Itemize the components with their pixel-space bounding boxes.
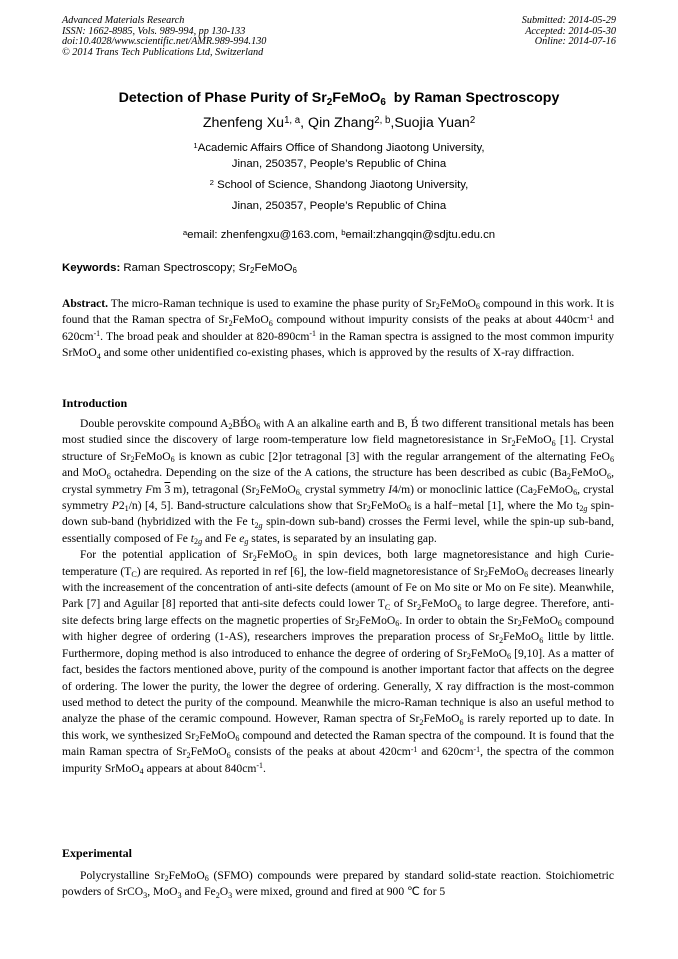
author-list: Zhenfeng Xu$^{1, a}$, Qin Zhang$^{2, b}$,Suojia Yuan$^2$ bbox=[202, 114, 476, 131]
author-emails: $^a$email: zhenfengxu@163.com, $^b$email:zhangqin@sdjtu.edu.cn bbox=[182, 227, 496, 241]
section-heading-experimental: Experimental bbox=[62, 846, 132, 860]
journal-doi: doi:10.4028/www.scientific.net/AMR.989-994.130 bbox=[62, 36, 267, 48]
affiliation-2: $^2$ School of Science, Shandong Jiaotong University, bbox=[209, 177, 469, 191]
paper-title: Detection of Phase Purity of $Sr_2FeMoO_6$ by Raman Spectroscopy bbox=[118, 90, 560, 108]
journal-header-left bbox=[62, 16, 266, 58]
journal-name: Advanced Materials Research bbox=[62, 15, 185, 26]
journal-copyright: © 2014 Trans Tech Publications Ltd, Switzerland bbox=[62, 46, 264, 58]
accepted-date: Accepted: 2014-05-30 bbox=[525, 25, 616, 37]
submitted-date: Submitted: 2014-05-29 bbox=[521, 15, 616, 26]
online-date: Online: 2014-07-16 bbox=[534, 36, 616, 48]
keywords-line: Keywords: Raman Spectroscopy; $Sr_2FeMoO_6$ bbox=[62, 262, 297, 276]
introduction-text: Double perovskite compound $A_2BB́O_6$ with A an alkaline earth and B, B́ two different transitional metals has been most studied since the discovery of large room-temperature low field magnetoresistance in $Sr_2FeMoO_6$ [1]. Crystal structure of $Sr_2FeMoO_6$ is known as cubic [2]or tetragonal [3] with the regular arrangement of the alternating FeO$_6$ and MoO$_6$ octahedra. Depending on the size of the A cations, the structure has been described as cubic ($Ba_2FeMoO_6$, crystal symmetry Fm 3 m), tetragonal ($Sr_2FeMoO_{6,}$ crystal symmetry I4/m) or monoclinic lattice ($Ca_2FeMoO_6$, crystal symmetry $P2_1/n$) [4, 5]. Band-structure calculations show that $Sr_2FeMoO_6$ is a half−metal [1], where the Mo $t_{2g}$ spin-down sub-band (hybridized with the Fe $t_{2g}$ spin-down sub-band) crosses the Fermi level, while the spin-up sub-band, essentially composed of Fe $t_{2g}$ and Fe $e_g$ states, is separated by an insulating gap. For the potential application of $Sr_2FeMoO_6$ in spin devices, both large magnetoresistance and high Curie-temperature $(T_C)$ are required. As reported in ref [6], the low-field magnetoresistance of $Sr_2FeMoO_6$ decreases linearly with the increasement of the concentration of anti-site defects (amount of Fe on Mo site or Mo on Fe site). Meanwhile, Park [7] and Aguilar [8] reported that anti-site defects could lower $T_C$ of $Sr_2FeMoO_6$ to large degree. Therefore, anti-site defects bring large effects on the magnetic properties of $Sr_2FeMoO_6$. In order to obtain the $Sr_2FeMoO_6$ compound with higher degree of ordering (1-AS), researchers improves the preparation process of $Sr_2FeMoO_6$ little by little. Furthermore, doping method is also introduced to enhance the degree of ordering of $Sr_2FeMoO_6$ [9,10]. As a matter of fact, besides the factors mentioned above, purity of the compound is another important factor that affects on the degree of ordering. The lower the purity, the lower the degree of ordering. Generally, X ray diffraction is the most-common used method to detect the purity of the compound. Meanwhile the micro-Raman technique is also an useful method to analyze the phase of the ceramic compound. However, Raman spectra of $Sr_2FeMoO_6$ is rarely reported up to date. In this work, we synthesized $Sr_2FeMoO_6$ compound and detected the Raman spectra of the compound. It is found that the main Raman spectra of $Sr_2FeMoO_6$ consists of the peaks at about $420cm^{-1}$ and $620cm^{-1}$, the spectra of the common impurity SrMoO$_4$ appears at about $840cm^{-1}$. bbox=[62, 417, 615, 776]
section-heading-introduction: Introduction bbox=[62, 396, 128, 410]
affiliation-1: $^1$Academic Affairs Office of Shandong Jiaotong University, Jinan, 250357, People’s Republic of China bbox=[193, 140, 485, 170]
journal-header-right bbox=[522, 16, 616, 48]
abstract-paragraph: Abstract. The micro-Raman technique is used to examine the phase purity of $Sr_2FeMoO_6$ compound in this work. It is found that the Raman spectra of $Sr_2FeMoO_6$ compound without impurity consists of the peaks at about $440cm^{-1}$ and $620cm^{-1}$. The broad peak and shoulder at $820-890cm^{-1}$ in the Raman spectra is assigned to the most common impurity SrMoO$_4$ and some other unidentified co-existing phases, which is approved by the results of X-ray diffraction. bbox=[62, 297, 615, 361]
affiliation-2-address: Jinan, 250357, People’s Republic of China bbox=[231, 200, 447, 212]
experimental-text: Polycrystalline $Sr_2FeMoO_6$ (SFMO) compounds were prepared by standard solid-state reaction. Stoichiometric powders of SrCO$_3$, MoO$_3$ and $Fe_2O_3$ were mixed, ground and fired at 900 ℃ for 5 bbox=[62, 869, 614, 900]
journal-issn: ISSN: 1662-8985, Vols. 989-994, pp 130-133 bbox=[62, 25, 246, 37]
